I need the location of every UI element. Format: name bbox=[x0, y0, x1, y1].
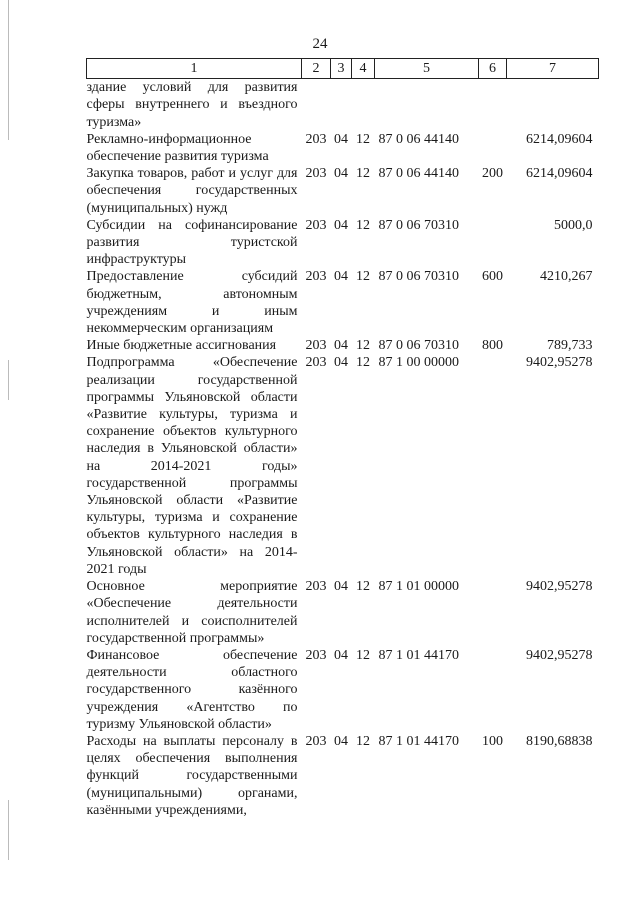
cell-grbs: 203 bbox=[305, 217, 327, 233]
row-name: Закупка товаров, работ и услуг для обеспечения государственных (муниципальных) нужд bbox=[86, 166, 298, 216]
table-row bbox=[87, 217, 599, 269]
cell-podrazdel: 12 bbox=[356, 166, 370, 182]
cell-expense-type bbox=[479, 131, 507, 165]
table-row bbox=[87, 733, 599, 819]
cell-grbs: 203 bbox=[305, 269, 327, 285]
row-name: Расходы на выплаты персоналу в целях обеспечения выполнения функций государственными (муниципальными) органами, казёнными учреждениями, bbox=[86, 733, 298, 818]
row-name: здание условий для развития сферы внутреннего и въездного туризма» bbox=[86, 80, 298, 130]
cell-razdel bbox=[331, 79, 352, 131]
row-name: Иные бюджетные ассигнования bbox=[86, 338, 277, 354]
cell-target-article: 87 0 06 70310 bbox=[378, 269, 459, 285]
cell-podrazdel: 12 bbox=[356, 338, 370, 354]
table-row bbox=[87, 131, 599, 165]
cell-sum: 4210,267 bbox=[540, 269, 593, 285]
cell-sum: 9402,95278 bbox=[526, 355, 593, 371]
cell-podrazdel: 12 bbox=[356, 217, 370, 233]
table-row bbox=[87, 79, 599, 131]
cell-razdel: 04 bbox=[334, 647, 348, 663]
table-row bbox=[87, 647, 599, 733]
cell-podrazdel: 12 bbox=[356, 269, 370, 285]
cell-target-article: 87 0 06 44140 bbox=[378, 131, 459, 147]
cell-target-article: 87 1 01 44170 bbox=[378, 733, 459, 749]
row-name: Финансовое обеспечение деятельности областного государственного казённого учреждения «Агентство по туризму Ульяновской области» bbox=[86, 647, 298, 732]
column-header: 1 bbox=[87, 59, 302, 79]
cell-grbs: 203 bbox=[305, 647, 327, 663]
table-row bbox=[87, 578, 599, 647]
cell-razdel: 04 bbox=[334, 217, 348, 233]
cell-expense-type: 600 bbox=[482, 269, 503, 285]
row-name: Основное мероприятие «Обеспечение деятельности исполнителей и соисполнителей государственной программы» bbox=[86, 579, 298, 646]
table-header-row bbox=[87, 59, 599, 79]
row-name: Предоставление субсидий бюджетным, автономным учреждениям и иным некоммерческим организациям bbox=[86, 269, 298, 337]
cell-target-article: 87 0 06 70310 bbox=[378, 338, 459, 354]
cell-razdel: 04 bbox=[334, 355, 348, 371]
cell-grbs: 203 bbox=[305, 579, 327, 595]
cell-expense-type bbox=[479, 354, 507, 578]
cell-sum: 8190,68838 bbox=[526, 733, 593, 749]
cell-target-article: 87 1 00 00000 bbox=[378, 355, 459, 371]
row-name: Рекламно-информационное обеспечение развития туризма bbox=[86, 131, 269, 165]
scan-margin-artifact bbox=[8, 800, 9, 860]
cell-sum: 9402,95278 bbox=[526, 647, 593, 663]
cell-grbs: 203 bbox=[305, 338, 327, 354]
cell-grbs: 203 bbox=[305, 733, 327, 749]
cell-grbs: 203 bbox=[305, 355, 327, 371]
cell-grbs: 203 bbox=[305, 166, 327, 182]
cell-target-article: 87 1 01 44170 bbox=[378, 647, 459, 663]
cell-razdel: 04 bbox=[334, 579, 348, 595]
cell-expense-type: 200 bbox=[482, 166, 503, 182]
table-row bbox=[87, 165, 599, 217]
row-name: Субсидии на софинансирование развития туристской инфраструктуры bbox=[86, 217, 298, 268]
row-name: Подпрограмма «Обеспечение реализации государственной программы Ульяновской области «Развитие культуры, туризма и сохранение объектов культурного наследия в Ульяновской области» на 2014-2021 годы» государственной программы Ульяновской области «Развитие культуры, туризма и сохранение объектов культурного наследия в Ульяновской области» на 2014-2021 годы bbox=[86, 355, 298, 577]
budget-table bbox=[86, 58, 599, 819]
column-header: 2 bbox=[302, 59, 331, 79]
cell-expense-type: 800 bbox=[482, 338, 503, 354]
cell-target-article: 87 0 06 70310 bbox=[378, 217, 459, 233]
cell-target-article bbox=[375, 79, 479, 131]
cell-expense-type bbox=[479, 79, 507, 131]
cell-expense-type bbox=[479, 647, 507, 733]
cell-sum: 789,733 bbox=[547, 338, 593, 354]
cell-razdel: 04 bbox=[334, 733, 348, 749]
cell-razdel: 04 bbox=[334, 166, 348, 182]
column-header: 3 bbox=[331, 59, 352, 79]
column-header: 7 bbox=[507, 59, 599, 79]
cell-podrazdel: 12 bbox=[356, 579, 370, 595]
cell-podrazdel: 12 bbox=[356, 647, 370, 663]
cell-razdel: 04 bbox=[334, 269, 348, 285]
cell-target-article: 87 1 01 00000 bbox=[378, 579, 459, 595]
cell-expense-type bbox=[479, 578, 507, 647]
cell-podrazdel: 12 bbox=[356, 355, 370, 371]
cell-razdel: 04 bbox=[334, 131, 348, 147]
column-header: 6 bbox=[479, 59, 507, 79]
cell-podrazdel: 12 bbox=[356, 131, 370, 147]
cell-sum: 5000,0 bbox=[554, 217, 593, 233]
cell-sum bbox=[507, 79, 599, 131]
table-row bbox=[87, 337, 599, 354]
table-row bbox=[87, 268, 599, 337]
cell-expense-type bbox=[479, 217, 507, 269]
cell-podrazdel bbox=[352, 79, 375, 131]
cell-target-article: 87 0 06 44140 bbox=[378, 166, 459, 182]
cell-podrazdel: 12 bbox=[356, 733, 370, 749]
cell-sum: 9402,95278 bbox=[526, 579, 593, 595]
cell-expense-type: 100 bbox=[482, 733, 503, 749]
column-header: 4 bbox=[352, 59, 375, 79]
cell-sum: 6214,09604 bbox=[526, 166, 593, 182]
cell-grbs bbox=[302, 79, 331, 131]
scan-margin-artifact bbox=[8, 0, 9, 140]
column-header: 5 bbox=[375, 59, 479, 79]
table-row bbox=[87, 354, 599, 578]
cell-grbs: 203 bbox=[305, 131, 327, 147]
page-number: 24 bbox=[312, 36, 328, 52]
scan-margin-artifact bbox=[8, 360, 9, 400]
cell-razdel: 04 bbox=[334, 338, 348, 354]
cell-sum: 6214,09604 bbox=[526, 131, 593, 147]
